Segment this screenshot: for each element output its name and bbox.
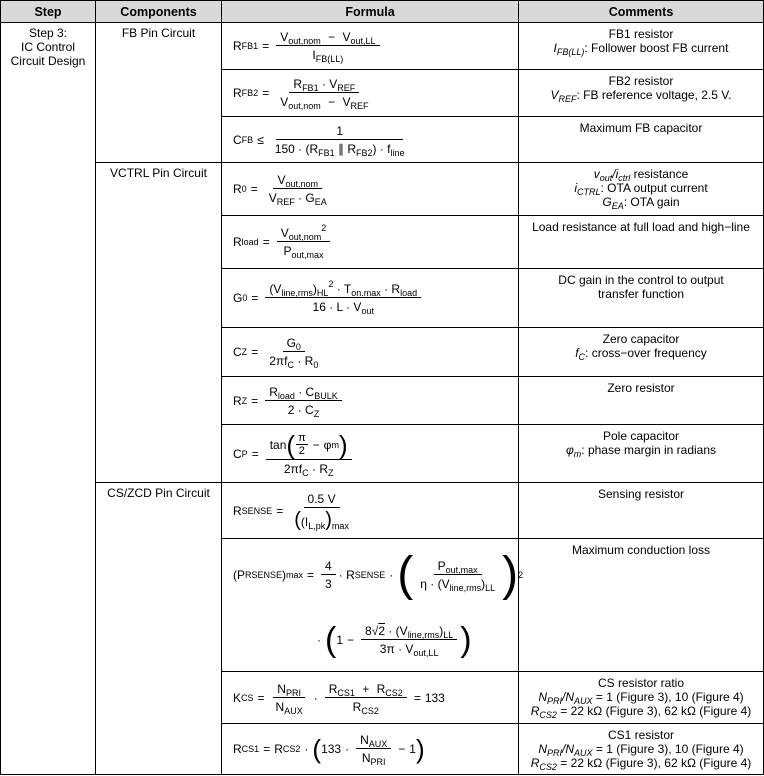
comment-cfb: Maximum FB capacitor (519, 117, 764, 163)
comment-rload: Load resistance at full load and high−line (519, 216, 764, 269)
formula-rcs1: R CS1 = R CS2 · ( 133 · $\frac{N_{AUX}}{N_{PRI}}$ − 1 ) (222, 724, 519, 775)
formula-rfb1: R FB1 = $\frac{V_{out,nom} - V_{out,LL}}{I_{FB(LL)}}$ (222, 23, 519, 70)
formula-cp: C P = tan ( $\frac{\pi}{2}$ − φ m ) $2\pi f_C \cdot R_Z$ (222, 425, 519, 483)
header-comments: Comments (519, 1, 764, 23)
header-row (1, 1, 764, 23)
comment-cz: Zero capacitor $f_C$: cross−over frequency (519, 328, 764, 377)
formula-cz: C Z = $\frac{G_0}{2\pi f_C \cdot R_0}$ (222, 328, 519, 377)
formula-g0: G 0 = $\frac{(V_{line,rms})_{HL}^2 \cdot T_{on.max} \cdot R_{load}}{16 \cdot L \cdot V_{out}}$ (222, 269, 519, 328)
formula-rload: R load = $\frac{V_{out,nom}^2}{P_{out,max}}$ (222, 216, 519, 269)
formula-kcs: K CS = $\frac{N_{PRI}}{N_{AUX}}$ · $\frac{R_{CS1} + R_{CS2}}{R_{CS2}}$ = 133 (222, 672, 519, 724)
formula-rfb2: R FB2 = $\frac{R_{FB1} \cdot V_{REF}}{V_{out,nom} - V_{REF}}$ (222, 70, 519, 117)
component-cs: CS/ZCD Pin Circuit (96, 483, 222, 775)
row-rsense (1, 483, 764, 539)
comment-rsense: Sensing resistor (519, 483, 764, 539)
header-step: Step (1, 1, 96, 23)
row-rfb1 (1, 23, 764, 70)
comment-rcs1: CS1 resistor $N_{PRI}/N_{AUX} = 1$ (Figure 3), 10 (Figure 4) $R_{CS2} = 22$ kΩ (Figure 3), 62 kΩ (Figure 4) (519, 724, 764, 775)
comment-rz: Zero resistor (519, 377, 764, 425)
comment-cp: Pole capacitor $\varphi_m$: phase margin in radians (519, 425, 764, 483)
comment-rfb1: FB1 resistor $I_{FB(LL)}$: Follower boost FB current (519, 23, 764, 70)
comment-r0: $v_{out}/i_{ctrl}$ resistance $i_{CTRL}$: OTA output current $G_{EA}$: OTA gain (519, 163, 764, 216)
header-components: Components (96, 1, 222, 23)
formula-rz: R Z = $\frac{R_{load} \cdot C_{BULK}}{2 \cdot C_Z}$ (222, 377, 519, 425)
comment-prsense: Maximum conduction loss (519, 539, 764, 672)
formula-r0: R 0 = $\frac{V_{out,nom}}{V_{REF} \cdot G_{EA}}$ (222, 163, 519, 216)
component-vctrl: VCTRL Pin Circuit (96, 163, 222, 483)
row-r0 (1, 163, 764, 216)
comment-rfb2: FB2 resistor $V_{REF}$: FB reference voltage, 2.5 V. (519, 70, 764, 117)
formula-prsense: (P RSENSE ) max = $\frac{4}{3}$ · R SENSE · ( $\frac{P_{out,max}}{\eta \cdot (V_{line,rms})_{LL}}$ ) 2 · ( 1 − $\frac{8√2 \cdot (V_{line,rms})_{LL}}{3\pi \cdot V_{out,LL}}$ ) (222, 539, 519, 672)
comment-kcs: CS resistor ratio $N_{PRI}/N_{AUX} = 1$ (Figure 3), 10 (Figure 4) $R_{CS2} = 22$ kΩ (Figure 3), 62 kΩ (Figure 4) (519, 672, 764, 724)
formula-cfb: C FB ≤ $\frac{1}{150 \cdot (R_{FB1} \parallel R_{FB2}) \cdot f_{line}}$ (222, 117, 519, 163)
comment-g0: DC gain in the control to output transfer function (519, 269, 764, 328)
formula-rsense: R SENSE = $\frac{0.5 V}{((I_{L,pk})_{max}}$ (222, 483, 519, 539)
header-formula: Formula (222, 1, 519, 23)
step-cell: Step 3: IC Control Circuit Design (1, 23, 96, 775)
component-fb: FB Pin Circuit (96, 23, 222, 163)
